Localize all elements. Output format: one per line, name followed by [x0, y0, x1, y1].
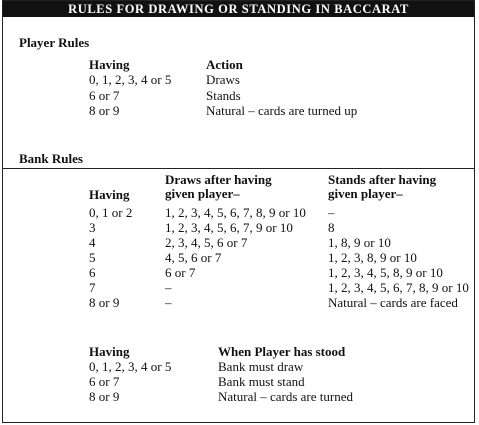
stood-row-0-having: 0, 1, 2, 3, 4 or 5	[89, 359, 172, 374]
stood-row-1-result: Bank must stand	[218, 374, 305, 389]
bank-row-6-having: 8 or 9	[89, 295, 120, 310]
player-row-2-having: 8 or 9	[89, 103, 120, 118]
player-row-0-having: 0, 1, 2, 3, 4 or 5	[89, 72, 172, 87]
bank-row-6-stands: Natural – cards are faced	[328, 295, 458, 310]
player-row-0-action: Draws	[206, 72, 240, 87]
player-having-header: Having	[89, 57, 130, 72]
bank-row-4-draws: 6 or 7	[165, 265, 196, 280]
bank-row-1-having: 3	[89, 220, 96, 235]
bank-rules-heading: Bank Rules	[19, 151, 83, 166]
stood-having-header: Having	[89, 344, 130, 359]
bank-row-0-stands: –	[328, 205, 335, 220]
table-title: RULES FOR DRAWING OR STANDING IN BACCARAT	[3, 1, 474, 17]
bank-draws-header-line2: given player–	[165, 186, 240, 201]
bank-row-4-stands: 1, 2, 3, 4, 5, 8, 9 or 10	[328, 265, 443, 280]
bank-row-0-having: 0, 1 or 2	[89, 205, 133, 220]
stood-when-header: When Player has stood	[218, 344, 346, 359]
bank-row-1-stands: 8	[328, 220, 335, 235]
stood-row-1-having: 6 or 7	[89, 374, 120, 389]
bank-row-2-draws: 2, 3, 4, 5, 6 or 7	[165, 235, 248, 250]
bank-row-3-having: 5	[89, 250, 96, 265]
bank-row-4-having: 6	[89, 265, 96, 280]
stood-row-2-having: 8 or 9	[89, 389, 120, 404]
bank-stands-header-line2: given player–	[328, 186, 403, 201]
bank-having-header: Having	[89, 187, 130, 202]
bank-row-1-draws: 1, 2, 3, 4, 5, 6, 7, 9 or 10	[165, 220, 293, 235]
player-row-2-action: Natural – cards are turned up	[206, 103, 358, 118]
bank-row-3-draws: 4, 5, 6 or 7	[165, 250, 222, 265]
bank-row-0-draws: 1, 2, 3, 4, 5, 6, 7, 8, 9 or 10	[165, 205, 306, 220]
player-rules-heading: Player Rules	[19, 35, 90, 50]
bank-row-2-having: 4	[89, 235, 96, 250]
bank-row-5-stands: 1, 2, 3, 4, 5, 6, 7, 8, 9 or 10	[328, 280, 469, 295]
bank-row-3-stands: 1, 2, 3, 8, 9 or 10	[328, 250, 417, 265]
bank-row-5-having: 7	[89, 280, 96, 295]
bank-draws-header-line1: Draws after having	[165, 172, 272, 187]
bank-divider	[3, 168, 474, 169]
stood-row-0-result: Bank must draw	[218, 359, 304, 374]
bank-row-5-draws: –	[165, 280, 172, 295]
player-row-1-having: 6 or 7	[89, 88, 120, 103]
stood-row-2-result: Natural – cards are turned	[218, 389, 353, 404]
bank-stands-header-line1: Stands after having	[328, 172, 437, 187]
bank-row-6-draws: –	[165, 295, 172, 310]
player-action-header: Action	[206, 57, 243, 72]
player-row-1-action: Stands	[206, 88, 241, 103]
rules-table-frame	[2, 0, 475, 423]
bank-row-2-stands: 1, 8, 9 or 10	[328, 235, 391, 250]
